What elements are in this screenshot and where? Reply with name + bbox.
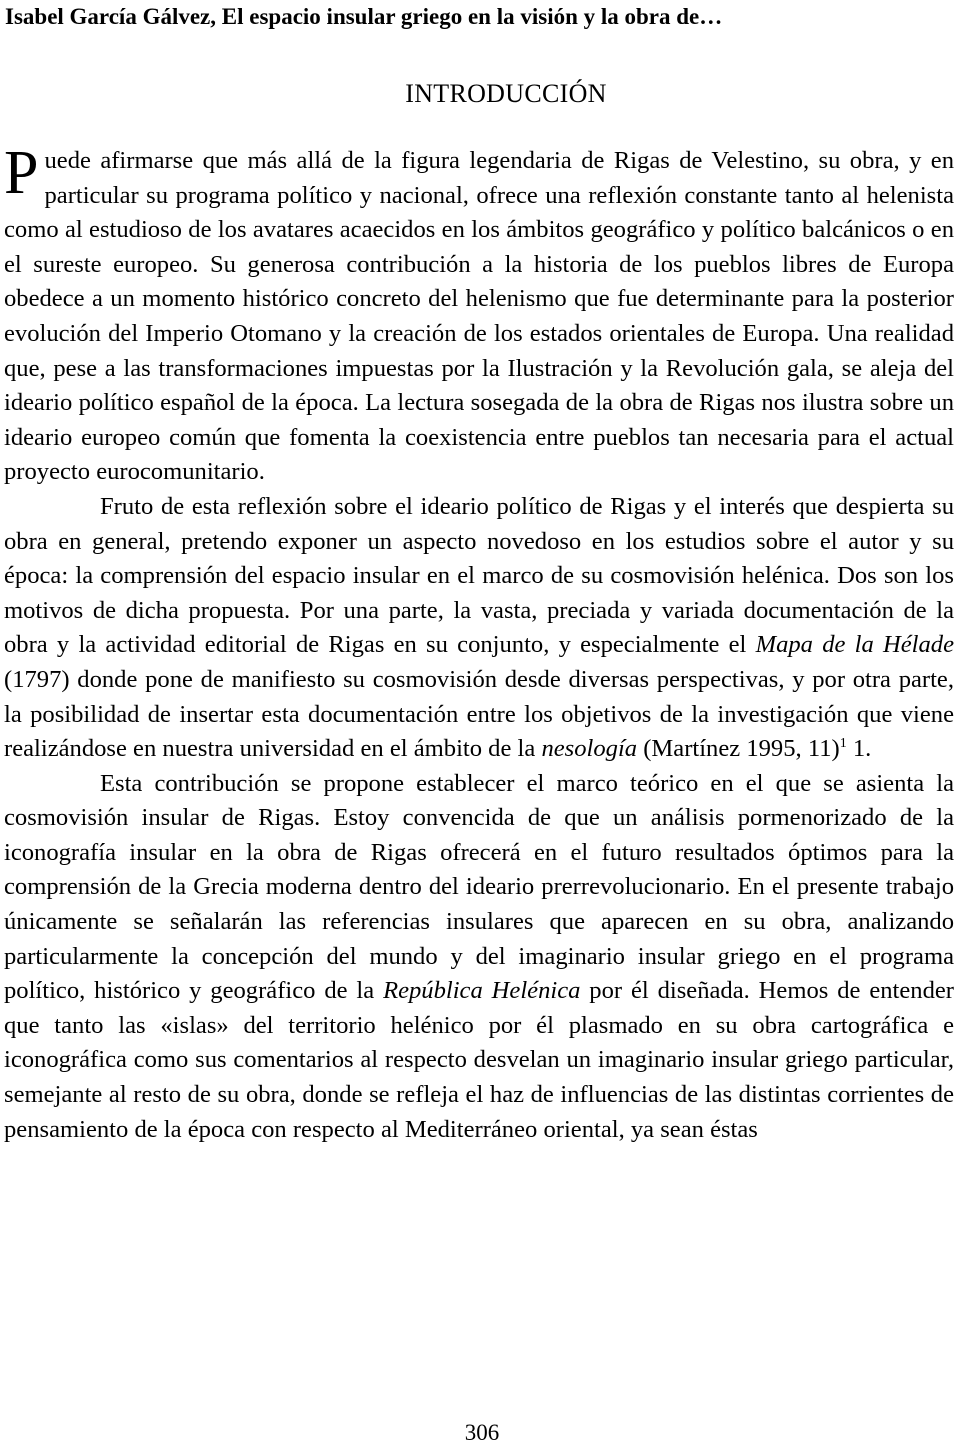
work-title-republica-helenica: República Helénica [383,977,581,1005]
paragraph-2 [4,490,954,767]
body-text [4,139,955,1147]
paragraph-2-part-1: Fruto de esta reflexión sobre el ideario político de Rigas y el interés que despierta su obra en general, pretendo exponer un aspecto novedoso en los estudios sobre el autor y su época: la comprensión del espacio insular en el marco de su cosmovisión helénica. Dos son los motivos de dicha propuesta. Por una parte, la vasta, preciada y variada documentación de la obra y la actividad editorial de Rigas en su conjunto, y especialmente el [4,492,954,659]
section-title [0,78,960,110]
paragraph-3 [4,767,954,1148]
work-title-mapa-de-la-helade: Mapa de la Hélade [755,631,955,659]
paragraph-2-part-4: 1. [846,735,872,763]
paragraph-1 [4,139,954,490]
term-nesologia: nesología [541,735,638,763]
paragraph-3-part-1: Esta contribución se propone establecer el marco teórico en el que se asienta la cosmovisión insular de Rigas. Estoy convencida de que un análisis pormenorizado de la iconografía insular en la obra de Rigas ofrecerá en el futuro resultados óptimos para la comprensión de la Grecia moderna dentro del ideario prerrevolucionario. En el presente trabajo únicamente se señalarán las referencias insulares que aparecen en su obra, analizando particularmente la concepción del mundo y del imaginario insular griego en el programa político, histórico y geográfico de la [4,769,954,1005]
paragraph-1-text: uede afirmarse que más allá de la figura legendaria de Rigas de Velestino, su obra, y en particular su programa político y nacional, ofrece una reflexión constante tanto al helenista como al estudioso de los avatares acaecidos en los ámbitos geográfico y político balcánicos o en el sureste europeo. Su generosa contribución a la historia de los pueblos libres de Europa obedece a un momento histórico concreto del helenismo que fue determinante para la posterior evolución del Imperio Otomano y la creación de los estados orientales de Europa. Una realidad que, pese a las transformaciones impuestas por la Ilustración y la Revolución gala, se aleja del ideario político español de la época. La lectura sosegada de la obra de Rigas nos ilustra sobre un ideario europeo común que fomenta la coexistencia entre pueblos tan necesaria para el actual proyecto eurocomunitario. [4,147,954,486]
section-title-text: INTRODUCCIÓN [405,79,607,108]
drop-cap: P [4,139,39,207]
paragraph-2-part-2: (1797) donde pone de manifiesto su cosmovisión desde diversas perspectivas, y por otra parte, la posibilidad de insertar esta documentación entre los objetivos de la investigación que viene realizándose en nuestra universidad en el ámbito de la [4,665,954,763]
footnote-reference[interactable]: 1 [839,736,847,752]
paragraph-3-part-2: por él diseñada. Hemos de entender que tanto las «islas» del territorio helénico por él plasmado en su obra cartográfica e iconográfica como sus comentarios al respecto desvelan un imaginario insular griego particular, semejante al resto de su obra, donde se refleja el haz de influencias de las distintas corrientes de pensamiento de la época con respecto al Mediterráneo oriental, ya sean éstas [4,977,954,1143]
paragraph-2-part-3: (Martínez 1995, 11) [637,735,840,763]
page-number [0,1419,960,1447]
page-number-text: 306 [464,1420,500,1445]
running-header: Isabel García Gálvez, El espacio insular griego en la visión y la obra de… [5,4,723,29]
